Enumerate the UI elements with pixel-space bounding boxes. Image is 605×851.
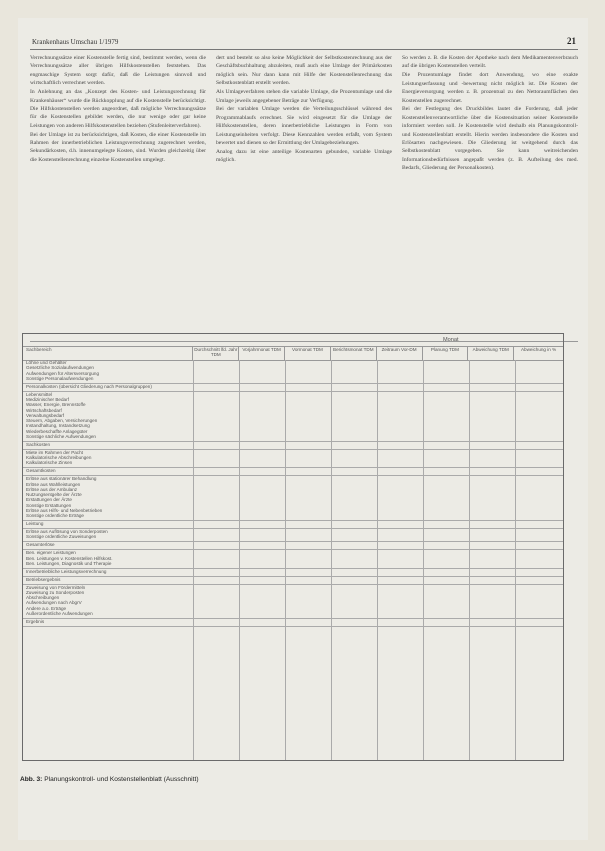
paragraph: dert und besteht so also keine Möglichkeit der Selbstkostenrechnung aus der Geschäftsbuchhaltung abzuleiten, muß auch eine Umlage der Primärkosten möglich sein. Nur dann kann mit Hilfe der Kostenstellenrechnung das Selbstkostenblatt erstellt werden. [216,55,392,87]
form-row-label: Wirtschaftsbedarf [26,407,62,413]
form-row-label: Lebensmittel [26,391,53,397]
form-row-label: Erstattungen der Ärzte [26,497,72,503]
form-row-label: Miete im Rahmen der Pacht [26,449,83,455]
form-column-header: Planung TDM [422,347,468,360]
form-row-label: Sonstige sächliche Aufwendungen [26,434,96,440]
paragraph: So werden z. B. die Kosten der Apotheke nach dem Medikamentenverbrauch auf die übrigen Kostenstellen verteilt. [402,55,578,70]
form-row-label: Medizinischer Bedarf [26,396,69,402]
form-group [23,577,563,585]
form-group [23,529,563,542]
form-row-label: Betriebsergebnis [26,576,61,582]
paragraph: Bei der Umlage ist zu berücksichtigen, daß Kosten, die einer Kostenstelle im Rahmen der innerbetrieblichen Leistungsverrechnung zugerechnet werden, Sekundärkosten, d.h. innenumgelegte Kosten, sind. Wurden gleichzeitig über die Kostenstellenrechnung einzelne Kostenstellen umgelegt. [30,131,206,163]
paragraph: Bei der Festlegung des Druckbildes lautet die Forderung, daß jeder Kostenstellenverantwortliche über die Kostensituation seiner Kostenstelle informiert werden soll. Je Kostenstelle wird deshalb ein Planungskontroll- und Kostenstellenblatt erstellt. Hierin werden insbesondere die Kosten und Erlösarten nachgewiesen. Die Gliederung ist weitgehend durch das Selbstkostenblatt vorgegeben. Sie kann weitreichenden Informationsbedürfnissen angepaßt werden (z. B. Aufteilung des med. Bedarfs, Gliederung der Personalkosten). [402,106,578,172]
form-row-label: Aufwendungen nach AbgrV [26,600,82,606]
form-column-header: Abweichung TDM [467,347,513,360]
form-row-label: Ben. eigener Leistungen [26,550,76,556]
paragraph: Bei der variablen Umlage werden die Verteilungsschlüssel während des Programmablaufs errechnet. Sie wird eingesetzt für die Umlage der Hilfskostenstellen, deren innerbetriebliche Leistungen in Form von Leistungseinheiten verfolgt. Diese Kennzahlen werden erfaßt, vom System bewertet und dienen so der Ermittlung der Umlagebeziehungen. [216,106,392,147]
monat-label: Monat [443,337,459,343]
form-row-label: Zuweisung zu Sonderposten [26,589,85,595]
form-row-label: Aufwendungen für Altersversorgung [26,370,100,376]
form-row-label: Gesetzliche Sozialaufwendungen [26,365,94,371]
form-row-label: Sonstige Erstattungen [26,502,72,508]
form-row-label: Zuweisung von Fördermitteln [26,584,86,590]
text-columns [30,54,578,342]
form-row-label: Außerordentliche Aufwendungen [26,611,93,616]
form-row-label: Nutzungsentgelte der Ärzte [26,492,82,498]
form-row-label: Sachkosten [26,441,51,447]
form-row-label: Kalkulatorische Abschreibungen [26,455,92,461]
figure-caption [20,776,199,783]
paragraph: In Anlehnung an das „Konzept des Kosten- und Leistungsrechnung für Krankenhäuser“ wurde die Rückkopplung auf die Kostenstelle berücksichtigt. Die Hilfskostenstellen werden angeordnet, daß mögliche Verrechnungssätze für die Kostenstellen gebildet werden, die nur wenige oder gar keine Leistungen von anderen Hilfskostenstellen beziehen (Stufenleiterverfahren). [30,89,206,129]
form-row-label: Erlöse aus stationärer Behandlung [26,476,97,482]
form-row-label: Abschreibungen [26,595,60,601]
form-row-label: Sonstige Personalaufwendungen [26,375,94,381]
caption-label: Abb. 3: [20,776,43,783]
text-column-1 [30,54,206,342]
form-row-label: Ben. Leistungen v. Kostenstellen Hilfskost. [26,555,113,561]
form-row-label: Verwaltungsbedarf [26,412,65,418]
text-column-2 [216,54,392,342]
caption-text: Planungskontroll- und Kostenstellenblatt (Ausschnitt) [44,776,199,783]
form-group [23,450,563,469]
form-row-label: Leistung [26,521,44,527]
form-row-label: Instandhaltung, Instandsetzung [26,423,90,429]
journal-header: Krankenhaus Umschau 1/1979 [32,38,119,46]
form-group [23,476,563,521]
form-row-label: Löhne und Gehälter [26,360,67,365]
form-row-label: Erlöse aus der Ambulanz [26,486,78,492]
form-row-label: Personalkosten (übersicht Gliederung nach Personalgruppen) [26,383,152,389]
form-row-label: Andere a.o. Erträge [26,605,67,611]
form-group [23,585,563,619]
form-group [23,442,563,450]
form-row-label: Gesamterlöse [26,542,55,548]
form-row-label: Sonstige ordentliche Zuweisungen [26,534,97,540]
form-column-header: Zeitraum Vor-DM [376,347,422,360]
form-row-label: Erlöse aus Wahlleistungen [26,481,81,487]
form-group [23,550,563,569]
form-row-label: Gesamtkosten [26,468,56,474]
form-row-label: Wasser, Energie, Brennstoffe [26,402,86,408]
cost-center-form [22,333,564,761]
form-row-label: Steuern, Abgaben, Versicherungen [26,418,98,424]
paragraph: Analog dazu ist eine anteilige Kostenarten gebunden, variable Umlage möglich. [216,148,392,164]
form-row-label: Ben. Leistungen, Diagnostik und Therapie [26,560,112,566]
form-row-label: Sonstige ordentliche Erträge [26,513,84,519]
paragraph: Die Prozentumlage findet dort Anwendung, wo eine exakte Leistungserfassung und -bewertung nicht möglich ist. Die Kosten der Energieversorgung werden z. B. prozentual zu den Nettoraumflächen den Kostenstellen zugerechnet. [402,72,578,104]
form-row-label: Wiederbeschaffte Anlagegüter [26,428,88,434]
text-column-3 [402,54,578,342]
form-column-header: Durchschnitt lfd. Jahr TDM [192,347,238,360]
form-column-header: Berichtsmonat TDM [330,347,376,360]
form-column-header: Vorjahrmonat TDM [238,347,284,360]
paragraph: Verrechnungssätze einer Kostenstelle fertig sind, bestimmt werden, wenn die Verrechnungssätze aller übrigen Hilfskostenstellen feststehen. Das engmaschige System sorgt dafür, daß die Leistungen sinnvoll und wirtschaftlich verrechnet werden. [30,55,206,87]
form-row-label: Erlöse aus Auflösung von Sonderposten [26,529,108,535]
form-column-header: Abweichung in % [513,347,563,360]
form-column-header: Sachbereich [26,347,52,352]
page-number: 21 [567,36,576,46]
form-group [23,521,563,529]
form-group [23,468,563,476]
form-group [23,619,563,627]
paragraph: Als Umlageverfahren stehen die variable Umlage, die Prozentumlage und die Umlage jeweils angegebener Beträge zur Verfügung. [216,89,392,104]
form-row-label: Erlöse aus Hilfs- und Nebenbetrieben [26,508,103,514]
form-row-label: Kalkulatorische Zinsen [26,460,73,466]
form-column-header: Vormonat TDM [284,347,330,360]
form-group [23,384,563,392]
form-group [23,569,563,577]
form-group [23,360,563,384]
header-rule [30,49,578,50]
form-row-label: Innerbetriebliche Leistungsverrechnung [26,568,107,574]
form-header-row [23,346,563,361]
form-group [23,542,563,550]
form-group [23,392,563,442]
form-row-label: Ergebnis [26,618,45,624]
form-body [23,360,563,760]
